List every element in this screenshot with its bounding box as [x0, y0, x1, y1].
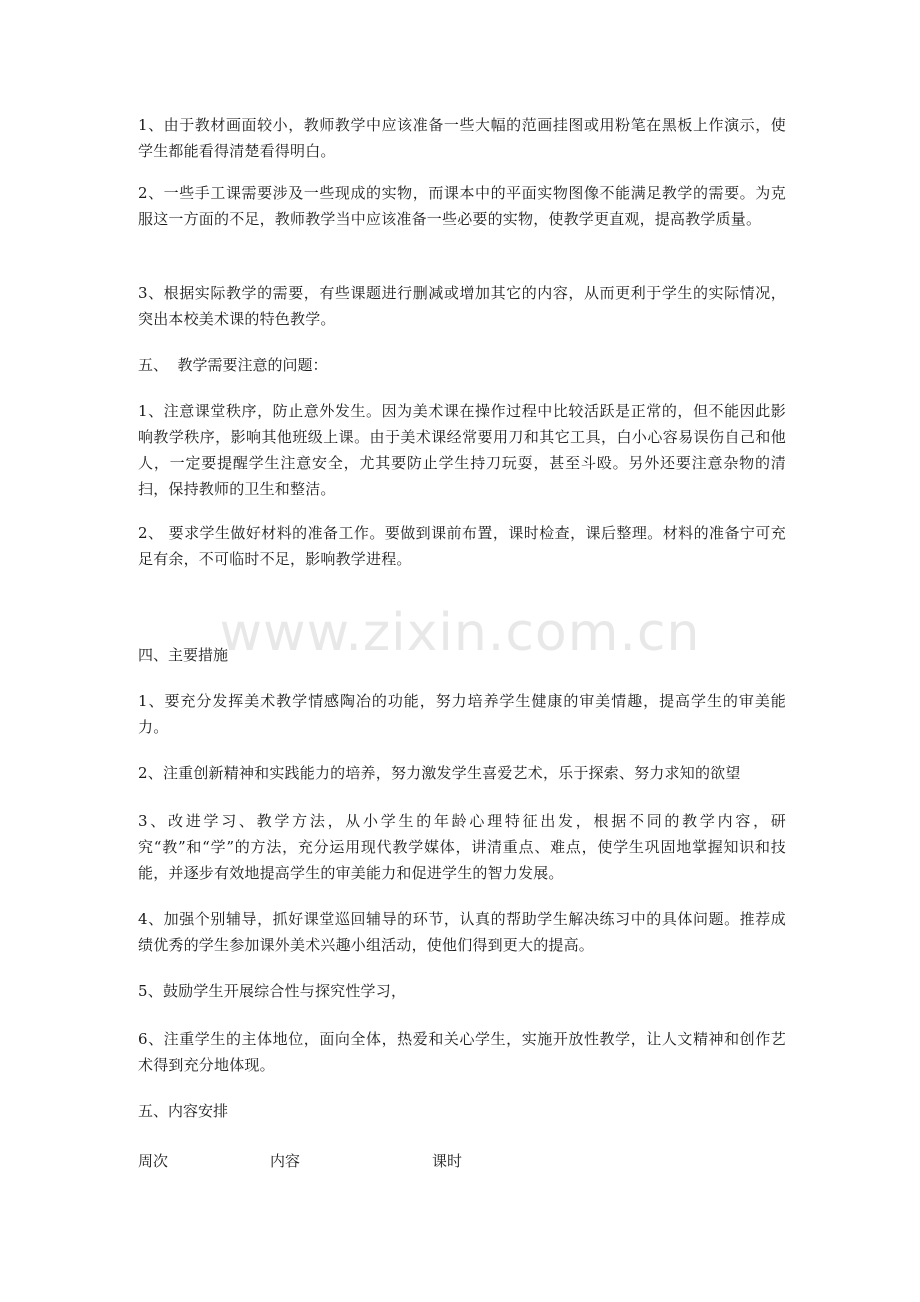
column-header-week: 周次: [138, 1152, 169, 1170]
section-heading-teaching-issues: 五、 教学需要注意的问题：: [138, 356, 328, 374]
paragraph-measure-6: 6、注重学生的主体地位，面向全体，热爱和关心学生，实施开放性教学，让人文精神和创作艺术得到充分地体现。: [138, 1030, 786, 1074]
paragraph-top-2: 2、一些手工课需要涉及一些现成的实物，而课本中的平面实物图像不能满足教学的需要。为克服这一方面的不足，教师教学当中应该准备一些必要的实物，使教学更直观，提高教学质量。: [138, 184, 786, 228]
paragraph-measure-3: 3、改进学习、教学方法，从小学生的年龄心理特征出发，根据不同的教学内容，研究“教”和“学”的方法，充分运用现代教学媒体，讲清重点、难点，使学生巩固地掌握知识和技能，并逐步有效地提高学生的审美能力和促进学生的智力发展。: [138, 812, 786, 882]
section-heading-main-measures: 四、主要措施: [138, 646, 229, 664]
paragraph-top-3: 3、根据实际教学的需要，有些课题进行删减或增加其它的内容，从而更利于学生的实际情况，突出本校美术课的特色教学。: [138, 284, 786, 328]
paragraph-measure-1: 1、要充分发挥美术教学情感陶冶的功能，努力培养学生健康的审美情趣，提高学生的审美能力。: [138, 692, 786, 736]
paragraph-measure-5: 5、鼓励学生开展综合性与探究性学习，: [138, 982, 407, 1000]
column-header-content: 内容: [270, 1152, 301, 1170]
paragraph-issue-2: 2、 要求学生做好材料的准备工作。要做到课前布置，课时检查，课后整理。材料的准备宁可充足有余，不可临时不足，影响教学进程。: [138, 524, 786, 568]
paragraph-issue-1: 1、注意课堂秩序，防止意外发生。因为美术课在操作过程中比较活跃是正常的，但不能因此影响教学秩序，影响其他班级上课。由于美术课经常要用刀和其它工具，白小心容易误伤自己和他人，一定要提醒学生注意安全，尤其要防止学生持刀玩耍，甚至斗殴。另外还要注意杂物的清扫，保持教师的卫生和整洁。: [138, 402, 786, 498]
column-header-class-hours: 课时: [432, 1152, 463, 1170]
schedule-table-header: [138, 1148, 786, 1174]
paragraph-measure-4: 4、加强个别辅导，抓好课堂巡回辅导的环节，认真的帮助学生解决练习中的具体问题。推荐成绩优秀的学生参加课外美术兴趣小组活动，使他们得到更大的提高。: [138, 910, 786, 954]
paragraph-top-1: 1、由于教材画面较小，教师教学中应该准备一些大幅的范画挂图或用粉笔在黑板上作演示，使学生都能看得清楚看得明白。: [138, 116, 786, 160]
paragraph-measure-2: 2、注重创新精神和实践能力的培养，努力激发学生喜爱艺术，乐于探索、努力求知的欲望: [138, 764, 741, 782]
watermark-text: www.zixin.com.cn: [219, 603, 701, 663]
section-heading-content-arrangement: 五、内容安排: [138, 1102, 229, 1120]
